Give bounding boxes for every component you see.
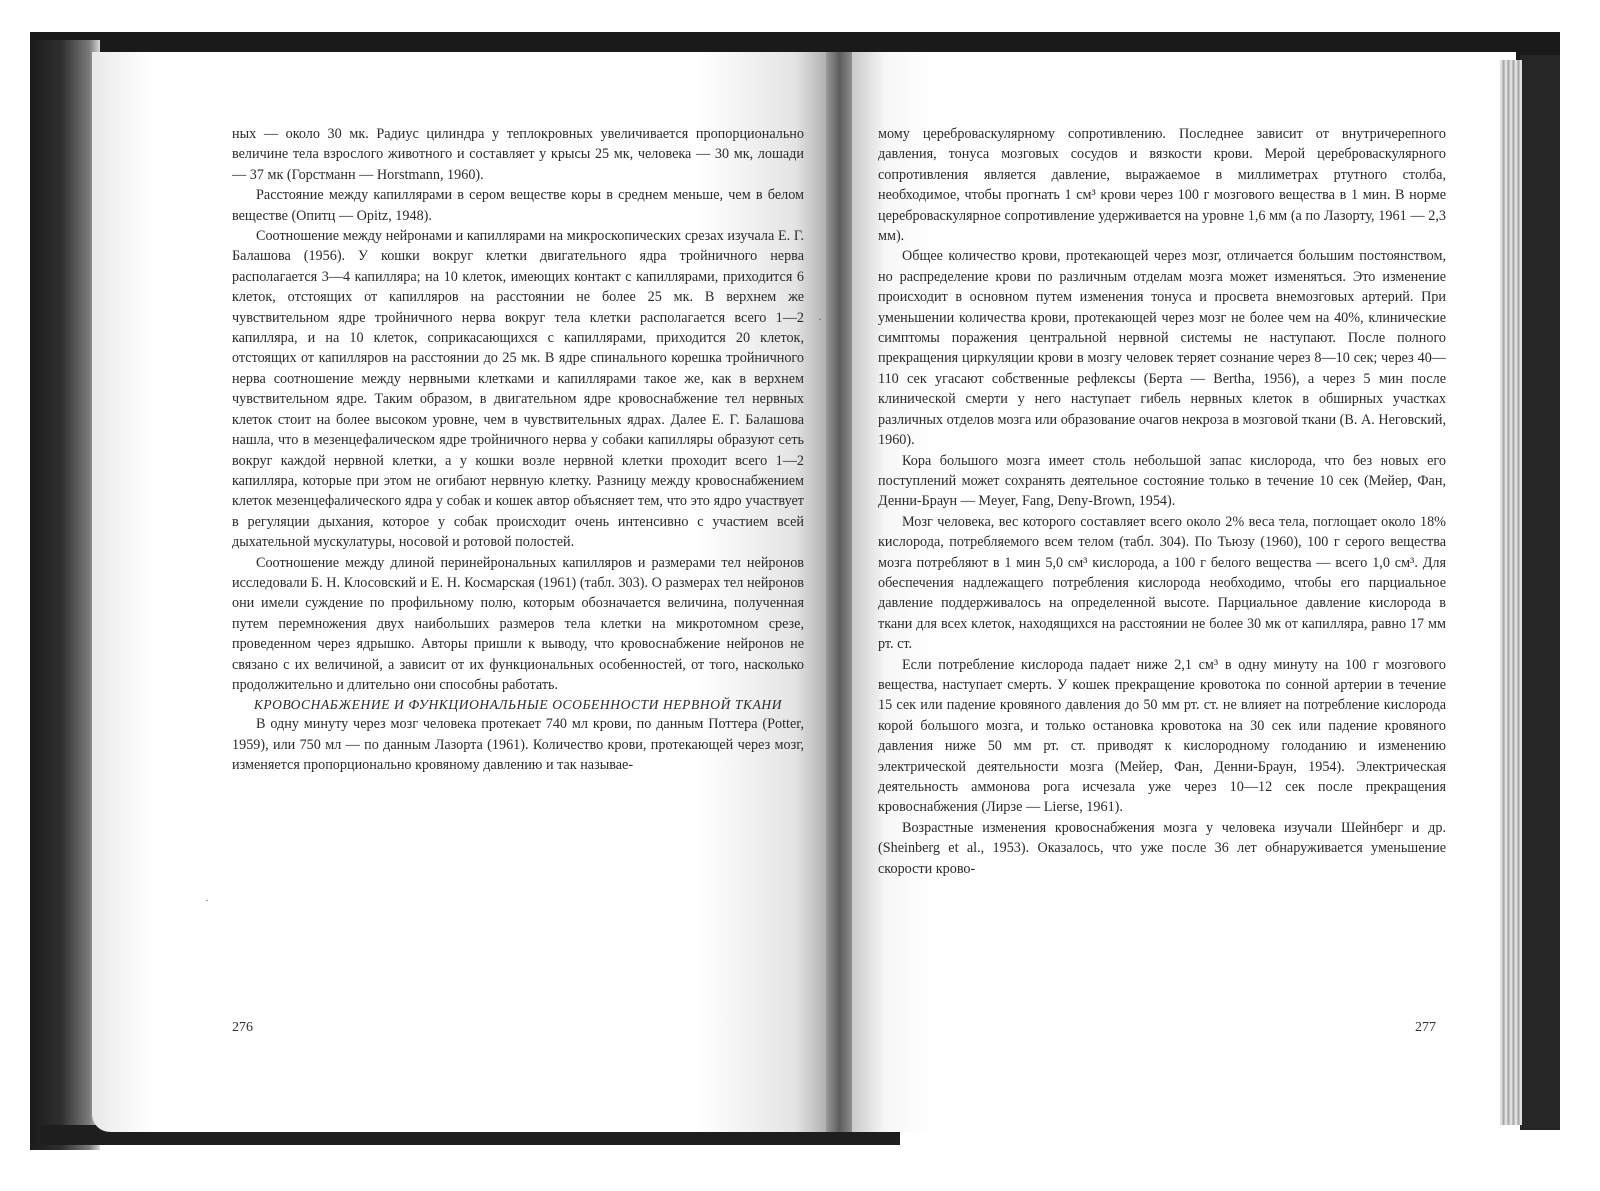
page-edges (1500, 60, 1522, 1125)
paragraph: Мозг человека, вес которого составляет всего около 2% веса тела, поглощает около 18% кислорода, потребляемого всем телом (табл. 304). По Тьюзу (1960), 100 г серого вещества мозга потребляют в 1 мин 5,0 см³ кислорода, а 100 г белого вещества — всего 1,0 см³. Для обеспечения надлежащего потребления кислорода необходимо, чтобы его парциальное давление поддерживалось на определенной высоте. Парциальное давление кислорода в ткани для всех клеток, находящихся на расстоянии не более 30 мк от капилляра, равно 17 мм рт. ст. (878, 513, 1446, 653)
paragraph: Если потребление кислорода падает ниже 2,1 см³ в одну минуту на 100 г мозгового вещества, наступает смерть. У кошек прекращение кровотока по сонной артерии в течение 15 сек или падение кровяного давления до 50 мм рт. ст. не влияет на потребление кислорода корой большого мозга, и только остановка кровотока на 30 сек или падение кровяного давления ниже 50 мм рт. ст. приводят к кислородному голоданию и изменению электрической деятельности мозга (Мейер, Фан, Денни-Браун, 1954). Электрическая деятельность аммонова рога исчезала уже через 10—12 сек после прекращения кровоснабжения (Лирзе — Lierse, 1961). (878, 656, 1446, 816)
page-number-right: 277 (1415, 1020, 1436, 1035)
paragraph: ных — около 30 мк. Радиус цилиндра у теплокровных увеличивается пропорционально величине тела взрослого животного и составляет у крысы 25 мк, человека — 30 мк, лошади — 37 мк (Горстманн — Horstmann, 1960). (232, 126, 804, 183)
paragraph: Возрастные изменения кровоснабжения мозга у человека изучали Шейнберг и др. (Sheinberg et al., 1953). Оказалось, что уже после 36 лет обнаруживается уменьшение скорости крово- (878, 819, 1446, 877)
margin-mark: · (818, 312, 822, 326)
left-page-text (232, 124, 804, 776)
paragraph: мому цереброваскулярному сопротивлению. Последнее зависит от внутричерепного давления, тонуса мозговых сосудов и вязкости крови. Мерой цереброваскулярного сопротивления является давление, выражаемое в миллиметрах ртутного столба, необходимое, чтобы прогнать 1 см³ крови через 100 г мозгового вещества в 1 мин. В норме цереброваскулярное сопротивление удерживается на уровне 1,6 мм (а по Лазорту, 1961 — 2,3 мм). (878, 126, 1446, 245)
section-heading: КРОВОСНАБЖЕНИЕ И ФУНКЦИОНАЛЬНЫЕ ОСОБЕННОСТИ НЕРВНОЙ ТКАНИ (253, 697, 783, 713)
paragraph: Соотношение между нейронами и капиллярами на микроскопических срезах изучала Е. Г. Балашова (1956). У кошки вокруг клетки двигательного ядра тройничного нерва располагается 3—4 капилляра; на 10 клеток, имеющих контакт с капиллярами, приходится 6 клеток, отстоящих от капилляров на расстоянии не более 25 мк. В верхнем же чувствительном ядре тройничного нерва вокруг тела клетки располагается всего 1—2 капилляра, и на 10 клеток, соприкасающихся с капиллярами, приходится 20 клеток, отстоящих от капилляров на расстоянии до 25 мк. В ядре спинального корешка тройничного нерва соотношение между нервными клетками и капиллярами такое же, как в верхнем чувствительном ядре. Таким образом, в двигательном ядре кровоснабжение тел нервных клеток стоит на более высоком уровне, чем в чувствительных ядрах. Далее Е. Г. Балашова нашла, что в мезенцефалическом ядре тройничного нерва у собаки капилляры образуют сеть вокруг каждой нервной клетки, а у кошки возле нервной клетки проходит всего 1—2 капилляра, которые при этом не огибают нервную клетку. Разницу между кровоснабжением клеток мезенцефалического ядра у собак и кошек автор объясняет тем, что это ядро участвует в регуляции дыхания, которое у собак происходит очень интенсивно с участием всей дыхательной мускулатуры, носовой и ротовой полостей. (232, 228, 804, 551)
paragraph: Расстояние между капиллярами в сером веществе коры в среднем меньше, чем в белом веществе (Опитц — Opitz, 1948). (232, 187, 804, 224)
scan-border-right (1520, 55, 1560, 1130)
scan-border-left (30, 40, 100, 1150)
paragraph: Общее количество крови, протекающей через мозг, отличается большим постоянством, но распределение крови по различным отделам мозга может изменяться. Это изменение происходит в основном путем изменения тонуса и просвета внемозговых артерий. При уменьшении количества крови, протекающей через мозг не более чем на 40%, клинические симптомы поражения центральной нервной системы не наступают. После полного прекращения циркуляции крови в мозгу человек теряет сознание через 8—10 сек; через 40—110 сек угасают собственные рефлексы (Берта — Bertha, 1956), а через 5 мин после клинической смерти у него наступает гибель нервных клеток в обширных участках различных отделов мозга или образование очагов некроза в мозговой ткани (В. А. Неговский, 1960). (878, 248, 1446, 449)
paragraph: Соотношение между длиной перинейрональных капилляров и размерами тел нейронов исследовали Б. Н. Клосовский и Е. Н. Космарская (1961) (табл. 303). О размерах тел нейронов они имели суждение по профильному полю, которым обозначается величина, полученная путем перемножения двух наибольших размеров тела клетки на микротомном срезе, проведенном через ядрышко. Авторы пришли к выводу, что кровоснабжение нейронов не связано с их величиной, а зависит от их функциональных особенностей, от того, насколько продолжительно и длительно они способны работать. (232, 554, 804, 693)
paragraph: В одну минуту через мозг человека протекает 740 мл крови, по данным Поттера (Potter, 1959), или 750 мл — по данным Лазорта (1961). Количество крови, протекающей через мозг, изменяется пропорционально кровяному давлению и так называе- (232, 716, 804, 774)
page-number-left: 276 (232, 1020, 253, 1035)
margin-mark: · (205, 893, 209, 907)
paragraph: Кора большого мозга имеет столь небольшой запас кислорода, что без новых его поступлений может сохранять деятельное состояние только в течение 10 сек (Мейер, Фан, Денни-Браун — Meyer, Fang, Deny-Brown, 1954). (878, 452, 1446, 510)
right-page-text (878, 124, 1446, 879)
